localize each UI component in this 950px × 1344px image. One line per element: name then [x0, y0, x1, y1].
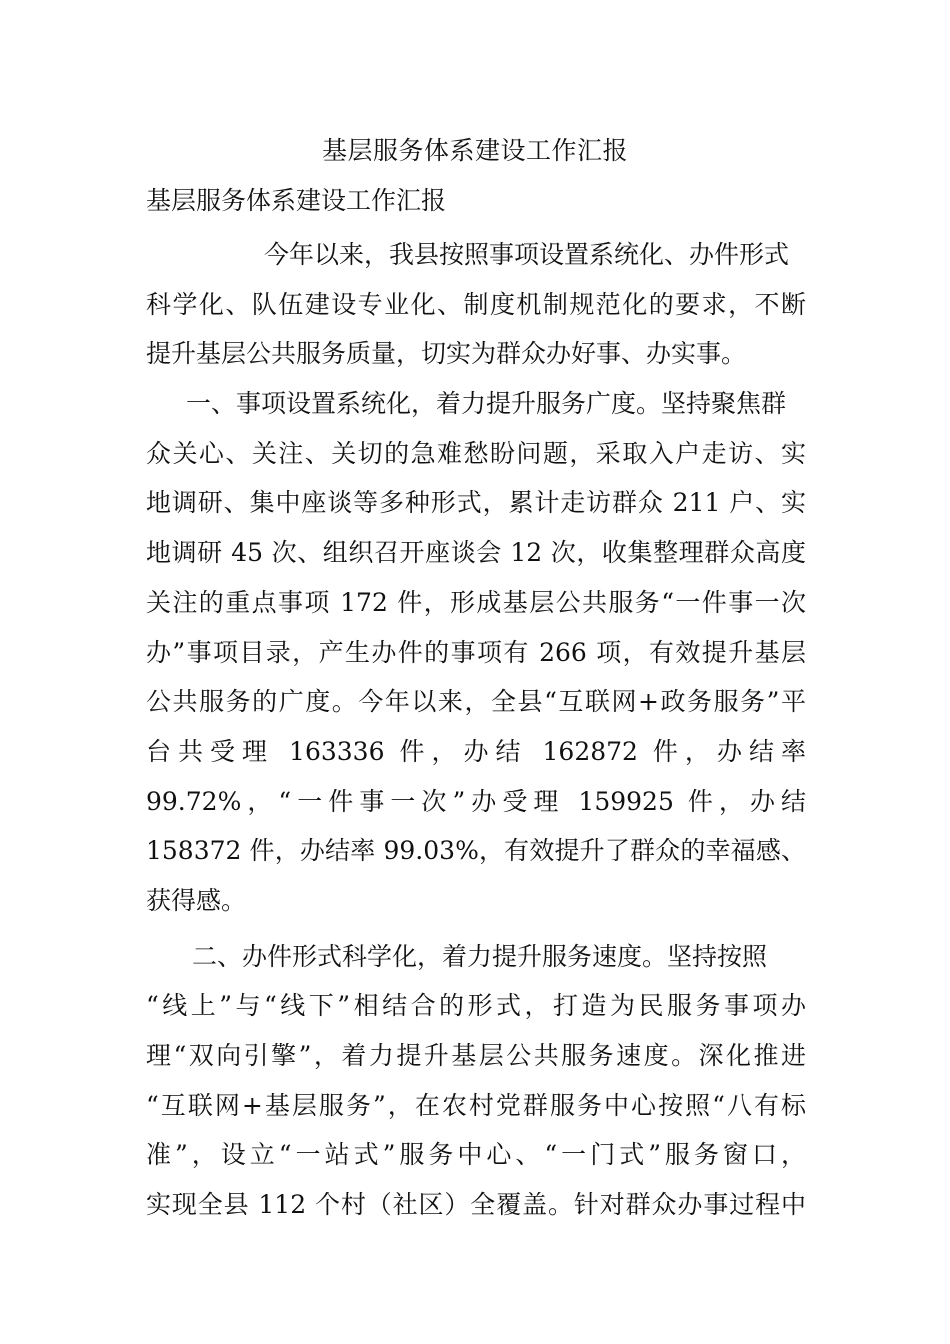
document-body	[146, 230, 806, 1230]
section1-line: 158372 件，办结率 99.03%，有效提升了群众的幸福感、	[146, 836, 806, 866]
intro-line: 今年以来，我县按照事项设置系统化、办件形式	[264, 240, 790, 269]
section1-line: 办”事项目录，产生办件的事项有 266 项，有效提升基层	[146, 637, 806, 667]
section2-line: 准”，设立“一站式”服务中心、“一门式”服务窗口，	[146, 1140, 806, 1170]
section1-line: 关注的重点事项 172 件，形成基层公共服务“一件事一次	[146, 587, 806, 617]
section2-line: 理“双向引擎”，着力提升基层公共服务速度。深化推进	[146, 1041, 806, 1070]
section1-line: 地调研 45 次、组织召开座谈会 12 次，收集整理群众高度	[146, 538, 806, 568]
section1-line: 99.72%，“一件事一次”办受理 159925 件，办结	[146, 786, 806, 816]
section2-line: 实现全县 112 个村（社区）全覆盖。针对群众办事过程中	[146, 1190, 806, 1220]
section2-line: “线上”与“线下”相结合的形式，打造为民服务事项办	[146, 991, 806, 1021]
intro-line: 科学化、队伍建设专业化、制度机制规范化的要求，不断	[146, 289, 806, 319]
intro-line: 提升基层公共服务质量，切实为群众办好事、办实事。	[146, 339, 747, 369]
section1-line: 众关心、关注、关切的急难愁盼问题，采取入户走访、实	[146, 438, 806, 468]
section1-line: 获得感。	[146, 885, 247, 915]
section2-line: “互联网+基层服务”，在农村党群服务中心按照“八有标	[146, 1090, 806, 1120]
section1-line: 公共服务的广度。今年以来，全县“互联网+政务服务”平	[146, 687, 806, 717]
document-title: 基层服务体系建设工作汇报	[321, 136, 628, 165]
section1-line: 地调研、集中座谈等多种形式，累计走访群众 211 户、实	[146, 488, 806, 518]
section1-line: 一、事项设置系统化，着力提升服务广度。坚持聚焦群	[186, 389, 787, 419]
section1-line: 台共受理 163336 件，办结 162872 件，办结率	[146, 736, 806, 766]
document-subtitle: 基层服务体系建设工作汇报	[146, 186, 447, 215]
section2-line: 二、办件形式科学化，着力提升服务速度。坚持按照	[192, 941, 768, 971]
